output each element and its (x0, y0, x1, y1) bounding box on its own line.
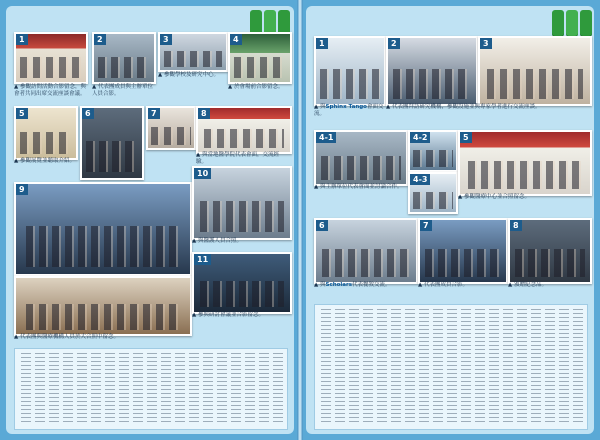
photo-8 (196, 106, 292, 154)
photo-4 (228, 32, 292, 84)
left-page (6, 6, 294, 434)
photo-6 (80, 106, 144, 180)
photo-9b (14, 276, 192, 336)
caption-3: ▲ 參觀學校及研究中心。 (158, 72, 219, 78)
photo-number: 2 (388, 38, 400, 49)
caption-r1: ▲ 與Sphinx Tango會面交流。 (314, 104, 384, 117)
section-badge (552, 10, 592, 36)
caption-10: ▲ 與醫護人員合照。 (192, 238, 242, 244)
caption-11: ▲ 參與研討會議並合影留念。 (192, 312, 264, 318)
photo-number: 1 (316, 38, 328, 49)
photo-2 (92, 32, 156, 84)
caption-8: ▲ 與當地醫學院代表會面，交流經驗。 (196, 152, 279, 165)
photo-number: 6 (316, 220, 328, 231)
photo-9 (14, 182, 192, 276)
photo-r4-1 (314, 130, 408, 186)
photo-5 (14, 106, 78, 160)
photo-number: 8 (198, 108, 210, 119)
photo-r1 (314, 36, 386, 106)
caption-r4-1: ▲ 與主辦單位代表會面並討論合作。 (314, 184, 403, 190)
caption-name: Sphinx Tango (325, 104, 367, 110)
photo-r3 (478, 36, 592, 106)
photo-r4-3 (408, 172, 458, 214)
photo-number: 3 (480, 38, 492, 49)
photo-r6 (314, 218, 418, 284)
caption-5: ▲ 參觀展覽並聽取介紹。 (14, 158, 75, 164)
caption-r7: ▲ 代表團成員合影。 (418, 282, 468, 288)
photo-number: 8 (510, 220, 522, 231)
photo-r8 (508, 218, 592, 284)
photo-number: 4-1 (316, 132, 336, 143)
photo-11 (192, 252, 292, 314)
caption-r6: ▲ 與Scholars代表餐敘交流。 (314, 282, 391, 288)
center-gutter (297, 0, 303, 440)
photo-number: 4-3 (410, 174, 430, 185)
photo-number: 4-2 (410, 132, 430, 143)
photo-number: 2 (94, 34, 106, 45)
photo-10 (192, 166, 292, 240)
right-page (306, 6, 594, 434)
photo-number: 5 (460, 132, 472, 143)
caption-name: Scholars (325, 282, 352, 288)
caption-9: ▲ 代表團與醫療機構人員於大合照中留念。 (14, 334, 119, 340)
photo-7 (146, 106, 196, 150)
caption-4: ▲ 於會場前合影留念。 (228, 84, 284, 90)
photo-number: 4 (230, 34, 242, 45)
article-text (314, 304, 588, 430)
photo-number: 7 (148, 108, 160, 119)
photo-number: 9 (16, 184, 28, 195)
caption-r2: ▲ 代表團拜訪研究機構，參觀設施並與專家學者進行交流座談。 (386, 104, 541, 110)
article-text (14, 348, 288, 430)
photo-r4-2 (408, 130, 458, 172)
photo-r7 (418, 218, 508, 284)
photo-number: 6 (82, 108, 94, 119)
caption-1: ▲ 參觀訪問活動合影留念，與會者共同出席交流座談會議。 (14, 84, 86, 97)
photo-r2 (386, 36, 478, 106)
caption-r8: ▲ 頒贈紀念品。 (508, 282, 547, 288)
photo-number: 3 (160, 34, 172, 45)
photo-r5 (458, 130, 592, 196)
photo-number: 7 (420, 220, 432, 231)
caption-r5: ▲ 參觀醫療中心並合照留念。 (458, 194, 530, 200)
photo-number: 10 (194, 168, 211, 179)
photo-number: 11 (194, 254, 211, 265)
photo-number: 1 (16, 34, 28, 45)
caption-2: ▲ 代表團成員與主辦單位人員合影。 (92, 84, 153, 97)
photo-1 (14, 32, 88, 84)
photo-3 (158, 32, 228, 72)
photo-number: 5 (16, 108, 28, 119)
